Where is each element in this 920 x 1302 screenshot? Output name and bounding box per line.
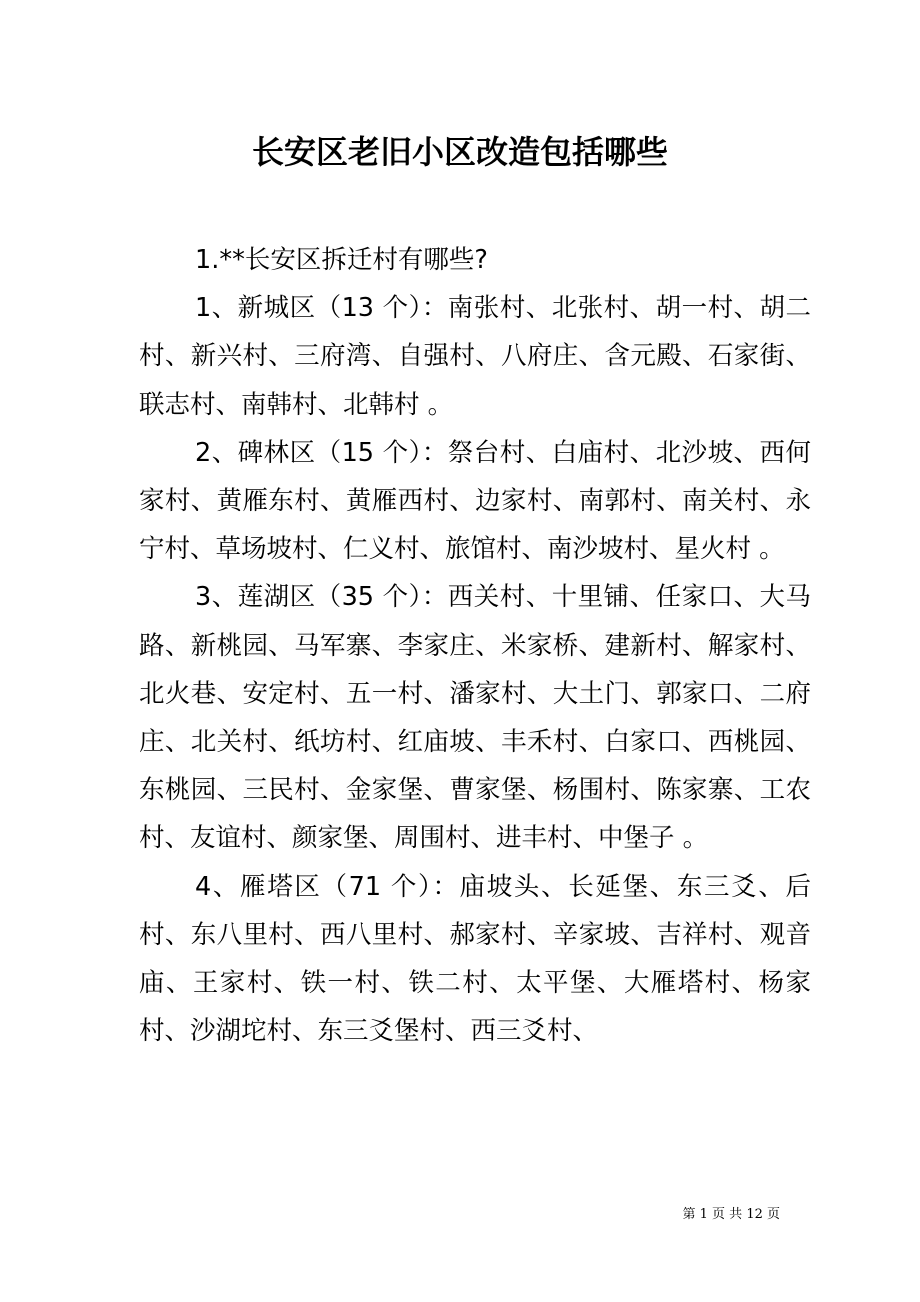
paragraph-lianhu: 3、莲湖区（35 个）：西关村、十里铺、任家口、大马路、新桃园、马军寨、李家庄、米家桥、建新村、解家村、北火巷、安定村、五一村、潘家村、大土门、郭家口、二府庄、北关村、纸坊村、红庙坡、丰禾村、白家口、西桃园、东桃园、三民村、金家堡、曹家堡、杨围村、陈家寨、工农村、友谊村、颜家堡、周围村、进丰村、中堡子 。 — [139, 582, 811, 854]
document-title: 长安区老旧小区改造包括哪些 — [251, 133, 668, 171]
paragraph-xincheng: 1、新城区（13 个）：南张村、北张村、胡一村、胡二村、新兴村、三府湾、自强村、八府庄、含元殿、石家街、联志村、南韩村、北韩村 。 — [139, 293, 811, 420]
paragraph-yanta: 4、雁塔区（71 个）：庙坡头、长延堡、东三爻、后村、东八里村、西八里村、郝家村、辛家坡、吉祥村、观音庙、王家村、铁一村、铁二村、太平堡、大雁塔村、杨家村、沙湖坨村、东三爻堡村、西三爻村、 — [139, 871, 811, 1047]
paragraph-question: 1.**长安区拆迁村有哪些? — [195, 245, 488, 275]
page-number-footer: 第 1 页 共 12 页 — [682, 1207, 780, 1222]
document-body — [139, 236, 811, 1055]
paragraph-beilin: 2、碑林区（15 个）：祭台村、白庙村、北沙坡、西何家村、黄雁东村、黄雁西村、边家村、南郭村、南关村、永宁村、草场坡村、仁义村、旅馆村、南沙坡村、星火村 。 — [139, 437, 811, 565]
